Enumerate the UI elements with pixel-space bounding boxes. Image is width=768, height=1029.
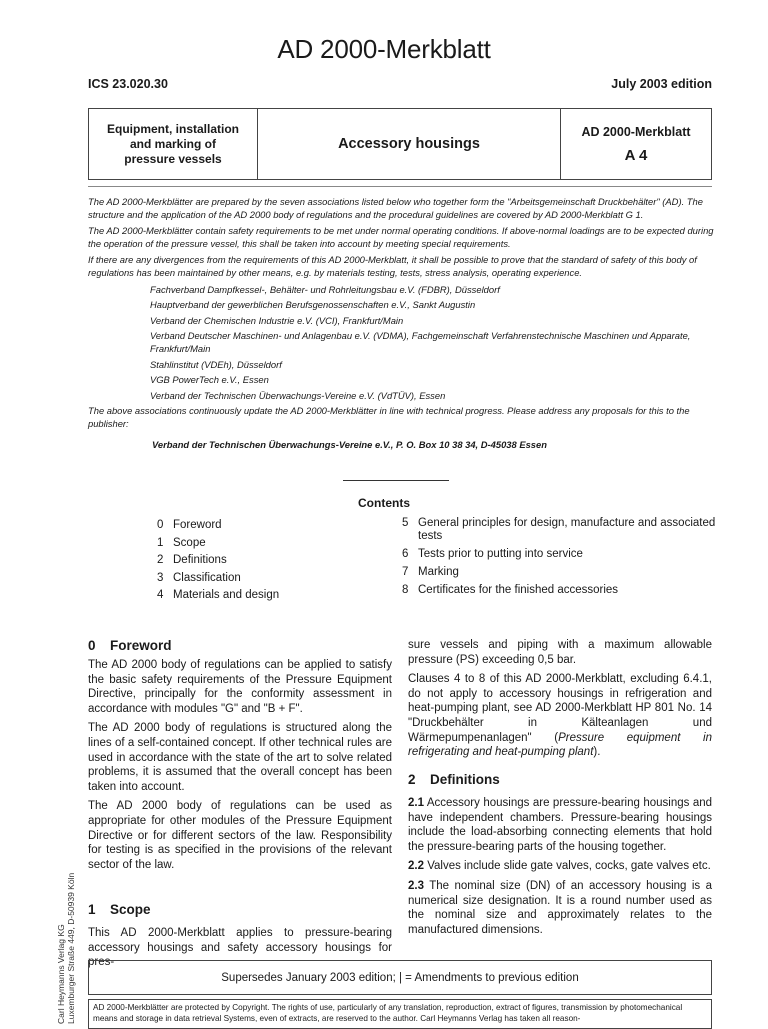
section-number: 1 (88, 902, 96, 917)
body-paragraph: This AD 2000-Merkblatt applies to pressure-bearing accessory housings and safety accessory housings for pres- (88, 927, 392, 969)
toc-item[interactable] (402, 517, 722, 543)
publisher-address: Verband der Technischen Überwachungs-Vereine e.V., P. O. Box 10 38 34, D-45038 Essen (152, 438, 547, 450)
toc-item[interactable] (157, 535, 377, 553)
contents-divider (343, 480, 449, 481)
supersedes-note: Supersedes January 2003 edition; | = Amendments to previous edition (88, 960, 712, 995)
toc-item[interactable] (402, 584, 722, 597)
publisher-street: Luxemburger Straße 449, D-50939 Köln (66, 872, 76, 1024)
publisher-name: Carl Heymanns Verlag KG (56, 924, 66, 1024)
toc-item[interactable] (157, 570, 377, 588)
copyright-notice: AD 2000-Merkblätter are protected by Copyright. The rights of use, particularly of any translation, reproduction, extract of figures, transmission by photomechanical means and storage in data retrieval Systems, even of extracts, are reserved to the author. Carl Heymanns Verlag has taken all reason- (88, 999, 712, 1029)
scope-italic-title: Pressure equipment in refrigerating and heat-pumping plant (408, 731, 712, 759)
toc-label: Certificates for the finished accessories (418, 584, 619, 596)
definition-item (408, 879, 712, 937)
association-item: Stahlinstitut (VDEh), Düsseldorf (150, 358, 282, 370)
section-number: 0 (88, 638, 96, 653)
category-cell (89, 109, 258, 179)
association-item: Hauptverband der gewerblichen Berufsgenossenschaften e.V., Sankt Augustin (150, 299, 476, 311)
association-item: VGB PowerTech e.V., Essen (150, 374, 269, 386)
definition-number: 2.3 (408, 879, 424, 892)
toc-item[interactable] (157, 552, 377, 570)
toc-number: 7 (402, 566, 409, 578)
toc-label: Definitions (173, 554, 227, 567)
scope-continuation (408, 638, 712, 765)
body-paragraph: The AD 2000 body of regulations can be applied to satisfy the basic safety requirements of the Pressure Equipment Directive, principally for the conformity assessment in accordance with modules "G" and "B + F". (88, 659, 392, 715)
definition-text: Accessory housings are pressure-bearing housings and have independent chambers. Pressure-bearing housings include the load-absorbing connecting elements that hold the pressure-bearing parts of the housing together. (408, 797, 713, 853)
intro-paragraph: The above associations continuously update the AD 2000-Merkblätter in line with technical progress. Please address any proposals for this to the publisher: (88, 405, 690, 429)
series-name: AD 2000-Merkblatt (581, 125, 691, 139)
section-number: 2 (408, 772, 416, 787)
definition-text: The nominal size (DN) of an accessory housing is a numerical size designation. It is a round number used as the nominal size and approximately relates to the manufactured dimensions. (408, 879, 712, 936)
section-title: Scope (110, 902, 151, 917)
toc-item[interactable] (157, 517, 377, 535)
intro-section (88, 196, 714, 451)
section-title: Definitions (430, 772, 500, 787)
section-heading-scope (88, 902, 151, 917)
association-item: Fachverband Dampfkessel-, Behälter- und Rohrleitungsbau e.V. (FDBR), Düsseldorf (150, 283, 500, 295)
toc-number: 0 (157, 519, 164, 531)
document-code: A 4 (624, 147, 648, 164)
toc-item[interactable] (157, 587, 377, 605)
page-title: AD 2000-Merkblatt (277, 34, 491, 64)
section-title: Foreword (110, 638, 172, 653)
contents-title: Contents (358, 496, 410, 510)
toc-item[interactable] (402, 548, 722, 561)
definition-item (408, 796, 712, 854)
body-paragraph: sure vessels and piping with a maximum allowable pressure (PS) exceeding 0,5 bar. (408, 639, 712, 666)
scope-text-end: ). (593, 746, 601, 759)
toc-number: 3 (157, 571, 164, 584)
definitions-body (408, 796, 712, 942)
association-item: Verband der Technischen Überwachungs-Vereine e.V. (VdTÜV), Essen (150, 389, 446, 401)
toc-number: 2 (157, 554, 164, 567)
toc-item[interactable] (402, 566, 722, 579)
divider (88, 186, 712, 187)
document-code-cell (561, 109, 711, 179)
intro-paragraph: The AD 2000-Merkblätter contain safety requirements to be met under normal operating conditions. If above-normal loadings are to be expected during the operation of the pressure vessel, this shall be taken into account by meeting special requirements. (88, 225, 714, 249)
category-line-2: and marking of (129, 136, 216, 151)
toc-number: 1 (157, 536, 164, 549)
toc-number: 4 (157, 589, 164, 602)
toc-label: Marking (418, 566, 459, 578)
category-line-3: pressure vessels (124, 151, 222, 166)
document-subject: Accessory housings (258, 109, 561, 179)
definition-number: 2.2 (408, 860, 424, 873)
toc-number: 6 (402, 548, 409, 560)
definition-number: 2.1 (408, 797, 424, 809)
toc-label: Scope (173, 536, 206, 549)
body-paragraph: The AD 2000 body of regulations is structured along the lines of a self-contained concept. If other technical rules are used in accordance with the state of the art to solve related problems, it is assumed that the overall concept has been taken into account. (88, 722, 392, 793)
toc-number: 8 (402, 584, 409, 596)
toc-left-column (157, 517, 377, 605)
category-line-1: Equipment, installation (106, 121, 239, 136)
section-heading-definitions (408, 772, 500, 787)
intro-paragraph: If there are any divergences from the requirements of this AD 2000-Merkblatt, it shall be possible to prove that the standard of safety of this body of regulations has been maintained by other means, e.g. by materials testing, tests, stress analysis, operating experience. (88, 254, 697, 278)
toc-label: Classification (173, 571, 241, 584)
foreword-body (88, 658, 392, 877)
section-heading-foreword (88, 638, 172, 653)
definition-text: Valves include slide gate valves, cocks, gate valves etc. (427, 860, 711, 873)
body-paragraph: The AD 2000 body of regulations can be used as appropriate for other modules of the Pressure Equipment Directive or for different sectors of the law. Responsibility for testing is as specified in the provisions of the relevant sector of the law. (88, 800, 392, 871)
definition-item (408, 859, 712, 874)
scope-text: Clauses 4 to 8 of this AD 2000-Merkblatt, excluding 6.4.1, do not apply to accessory housings in refrigeration and heat-pumping plant, see AD 2000-Merkblatt HP 801 No. 14 "Druckbehälter in Kälteanlagen und Wärmepumpenanlagen" ( (408, 673, 712, 744)
toc-label: Foreword (173, 519, 222, 531)
toc-label: General principles for design, manufacture and associated tests (418, 517, 716, 542)
toc-right-column (402, 517, 722, 602)
edition-date: July 2003 edition (611, 77, 712, 91)
body-paragraph (408, 672, 712, 760)
toc-label: Materials and design (173, 589, 280, 602)
association-item: Verband Deutscher Maschinen- und Anlagenbau e.V. (VDMA), Fachgemeinschaft Verfahrenstechnische Maschinen und Apparate, Frankfurt/Main (150, 330, 691, 354)
toc-number: 5 (402, 517, 409, 529)
intro-paragraph: The AD 2000-Merkblätter are prepared by the seven associations listed below who together form the "Arbeitsgemeinschaft Druckbehälter" (AD). The structure and the application of the AD 2000 body of regulations and the procedural guidelines are covered by AD 2000-Merkblatt G 1. (88, 196, 703, 220)
toc-label: Tests prior to putting into service (418, 548, 583, 560)
publisher-side-imprint (56, 873, 76, 1024)
ics-code: ICS 23.020.30 (88, 77, 168, 91)
association-item: Verband der Chemischen Industrie e.V. (VCI), Frankfurt/Main (150, 314, 404, 326)
header-box (88, 108, 712, 180)
